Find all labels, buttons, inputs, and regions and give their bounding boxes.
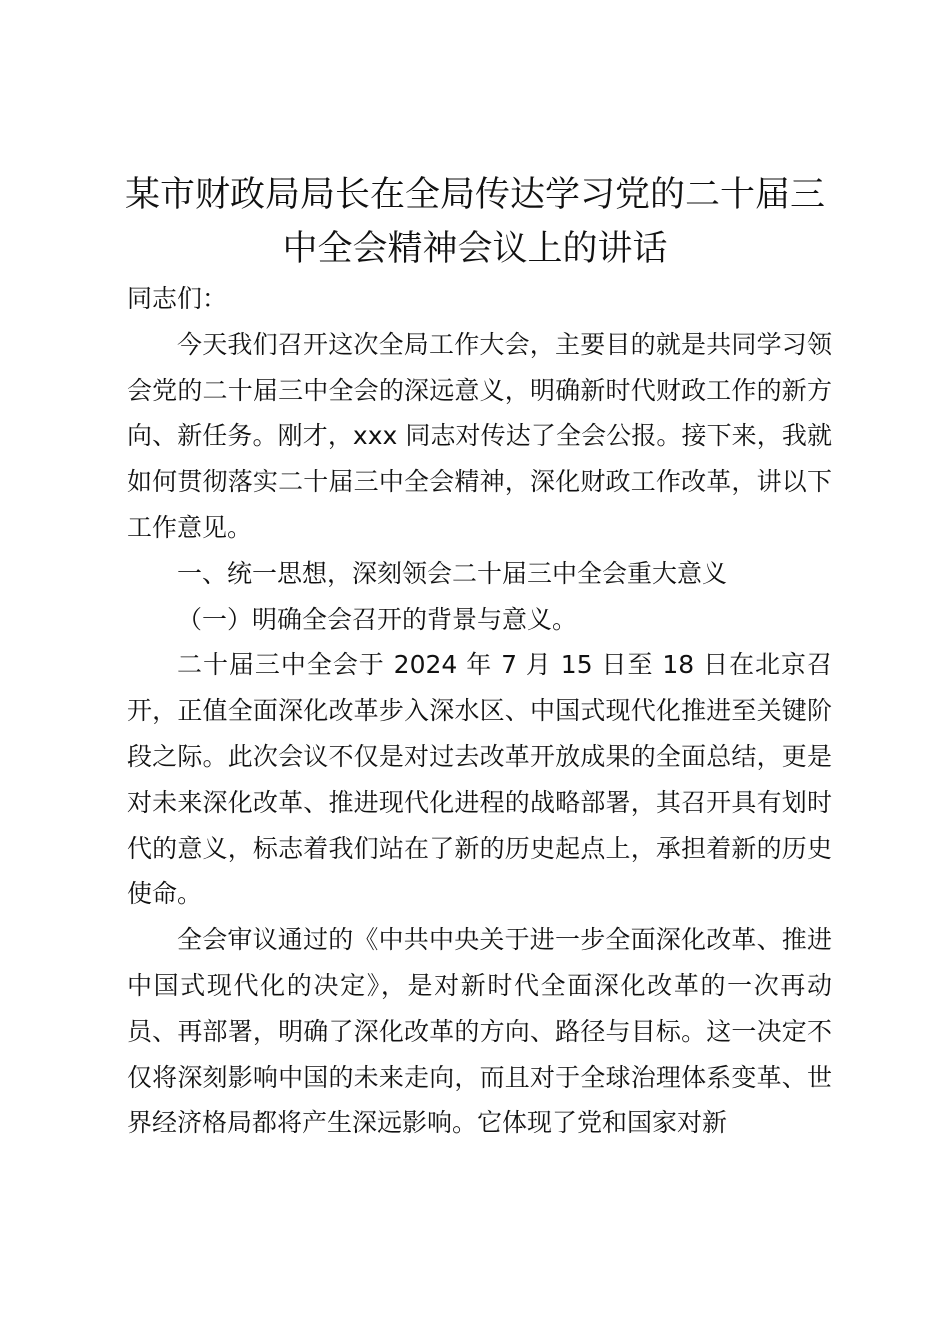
paragraph-intro: 今天我们召开这次全局工作大会，主要目的就是共同学习领会党的二十届三中全会的深远意义，明确新时代财政工作的新方向、新任务。刚才，xxx 同志对传达了全会公报。接下来，我就如何贯彻落实二十届三中全会精神，深化财政工作改革，讲以下工作意见。 xyxy=(127,329,832,542)
document-title: 某市财政局局长在全局传达学习党的二十届三中全会精神会议上的讲话 xyxy=(124,175,825,269)
paragraph-background: 二十届三中全会于 2024 年 7 月 15 日至 18 日在北京召开，正值全面深化改革步入深水区、中国式现代化推进至关键阶段之际。此次会议不仅是对过去改革开放成果的全面总结，更是对未来深化改革、推进现代化进程的战略部署，其召开具有划时代的意义，标志着我们站在了新的历史起点上，承担着新的历史使命。 xyxy=(127,650,832,909)
subsection-heading-1: （一）明确全会召开的背景与意义。 xyxy=(177,604,578,634)
section-heading-1: 一、统一思想，深刻领会二十届三中全会重大意义 xyxy=(177,558,728,588)
salutation: 同志们： xyxy=(127,284,228,313)
paragraph-decision: 全会审议通过的《中共中央关于进一步全面深化改革、推进中国式现代化的决定》，是对新时代全面深化改革的一次再动员、再部署，明确了深化改革的方向、路径与目标。这一决定不仅将深刻影响中国的未来走向，而且对于全球治理体系变革、世界经济格局都将产生深远影响。它体现了党和国家对新 xyxy=(127,925,832,1138)
document-body xyxy=(127,276,832,1146)
